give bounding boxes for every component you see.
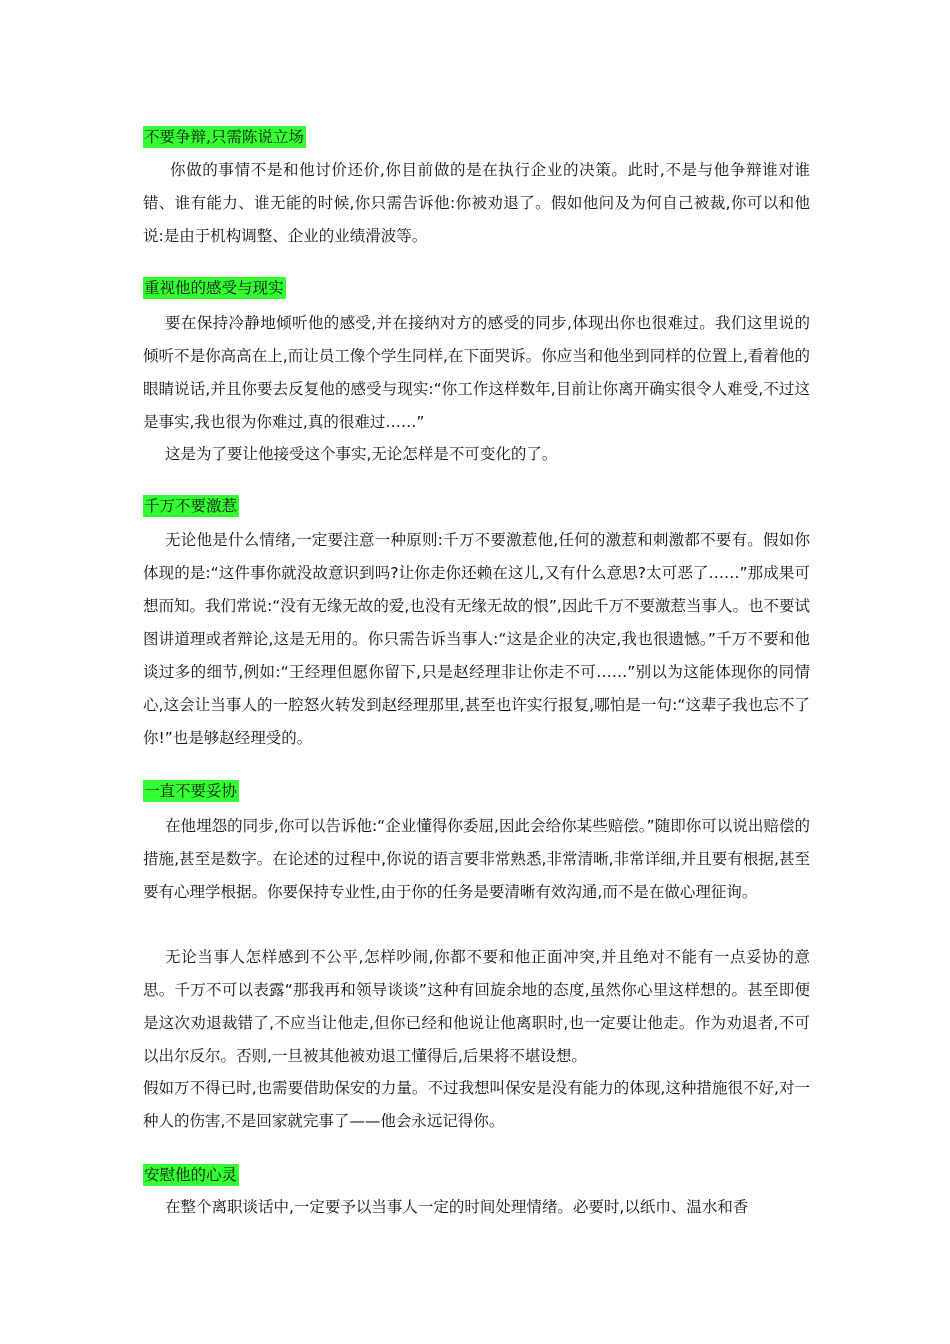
section-heading-no-provoke: 千万不要激惹 xyxy=(144,497,238,515)
section-paragraph: 你做的事情不是和他讨价还价,你目前做的是在执行企业的决策。此时,不是与他争辩谁对谁错、谁有能力、谁无能的时候,你只需告诉他:你被劝退了。假如他问及为何自己被裁,你可以和他说:是由于机构调整、企业的业绩滑波等。 xyxy=(143,161,810,245)
section-paragraph: 在他埋怨的同步,你可以告诉他:“企业懂得你委屈,因此会给你某些赔偿。”随即你可以说出赔偿的措施,甚至是数字。在论述的过程中,你说的语言要非常熟悉,非常清晰,非常详细,并且要有根据,甚至要有心理学根据。你要保持专业性,由于你的任务是要清晰有效沟通,而不是在做心理征询。 xyxy=(143,817,810,901)
section-heading-no-argue: 不要争辩,只需陈说立场 xyxy=(144,128,304,146)
section-paragraph: 在整个离职谈话中,一定要予以当事人一定的时间处理情绪。必要时,以纸巾、温水和香 xyxy=(165,1198,749,1216)
section-heading-comfort: 安慰他的心灵 xyxy=(144,1166,238,1184)
section-heading-feelings-reality: 重视他的感受与现实 xyxy=(144,279,284,297)
section-paragraph: 无论当事人怎样感到不公平,怎样吵闹,你都不要和他正面冲突,并且绝对不能有一点妥协的意思。千万不可以表露“那我再和领导谈谈”这种有回旋余地的态度,虽然你心里这样想的。甚至即便是这次劝退裁错了,不应当让他走,但你已经和他说让他离职时,也一定要让他走。作为劝退者,不可以出尔反尔。否则,一旦被其他被劝退工懂得后,后果将不堪设想。 xyxy=(143,948,810,1065)
section-heading-never-compromise: 一直不要妥协 xyxy=(144,782,238,800)
section-paragraph: 这是为了要让他接受这个事实,无论怎样是不可变化的了。 xyxy=(165,445,558,463)
section-paragraph: 要在保持冷静地倾听他的感受,并在接纳对方的感受的同步,体现出你也很难过。我们这里说的倾听不是你高高在上,而让员工像个学生同样,在下面哭诉。你应当和他坐到同样的位置上,看着他的眼睛说话,并且你要去反复他的感受与现实:“你工作这样数年,目前让你离开确实很令人难受,不过这是事实,我也很为你难过,真的很难过……” xyxy=(143,314,810,431)
section-paragraph: 无论他是什么情绪,一定要注意一种原则:千万不要激惹他,任何的激惹和刺激都不要有。假如你体现的是:“这件事你就没故意识到吗?让你走你还赖在这儿,又有什么意思?太可恶了……”那成果可想而知。我们常说:“没有无缘无故的爱,也没有无缘无故的恨”,因此千万不要激惹当事人。也不要试图讲道理或者辩论,这是无用的。你只需告诉当事人:“这是企业的决定,我也很遗憾。”千万不要和他谈过多的细节,例如:“王经理但愿你留下,只是赵经理非让你走不可……”别以为这能体现你的同情心,这会让当事人的一腔怒火转发到赵经理那里,甚至也许实行报复,哪怕是一句:“这辈子我也忘不了你!”也是够赵经理受的。 xyxy=(143,531,810,747)
section-paragraph: 假如万不得已时,也需要借助保安的力量。不过我想叫保安是没有能力的体现,这种措施很不好,对一种人的伤害,不是回家就完事了——他会永远记得你。 xyxy=(143,1079,810,1130)
